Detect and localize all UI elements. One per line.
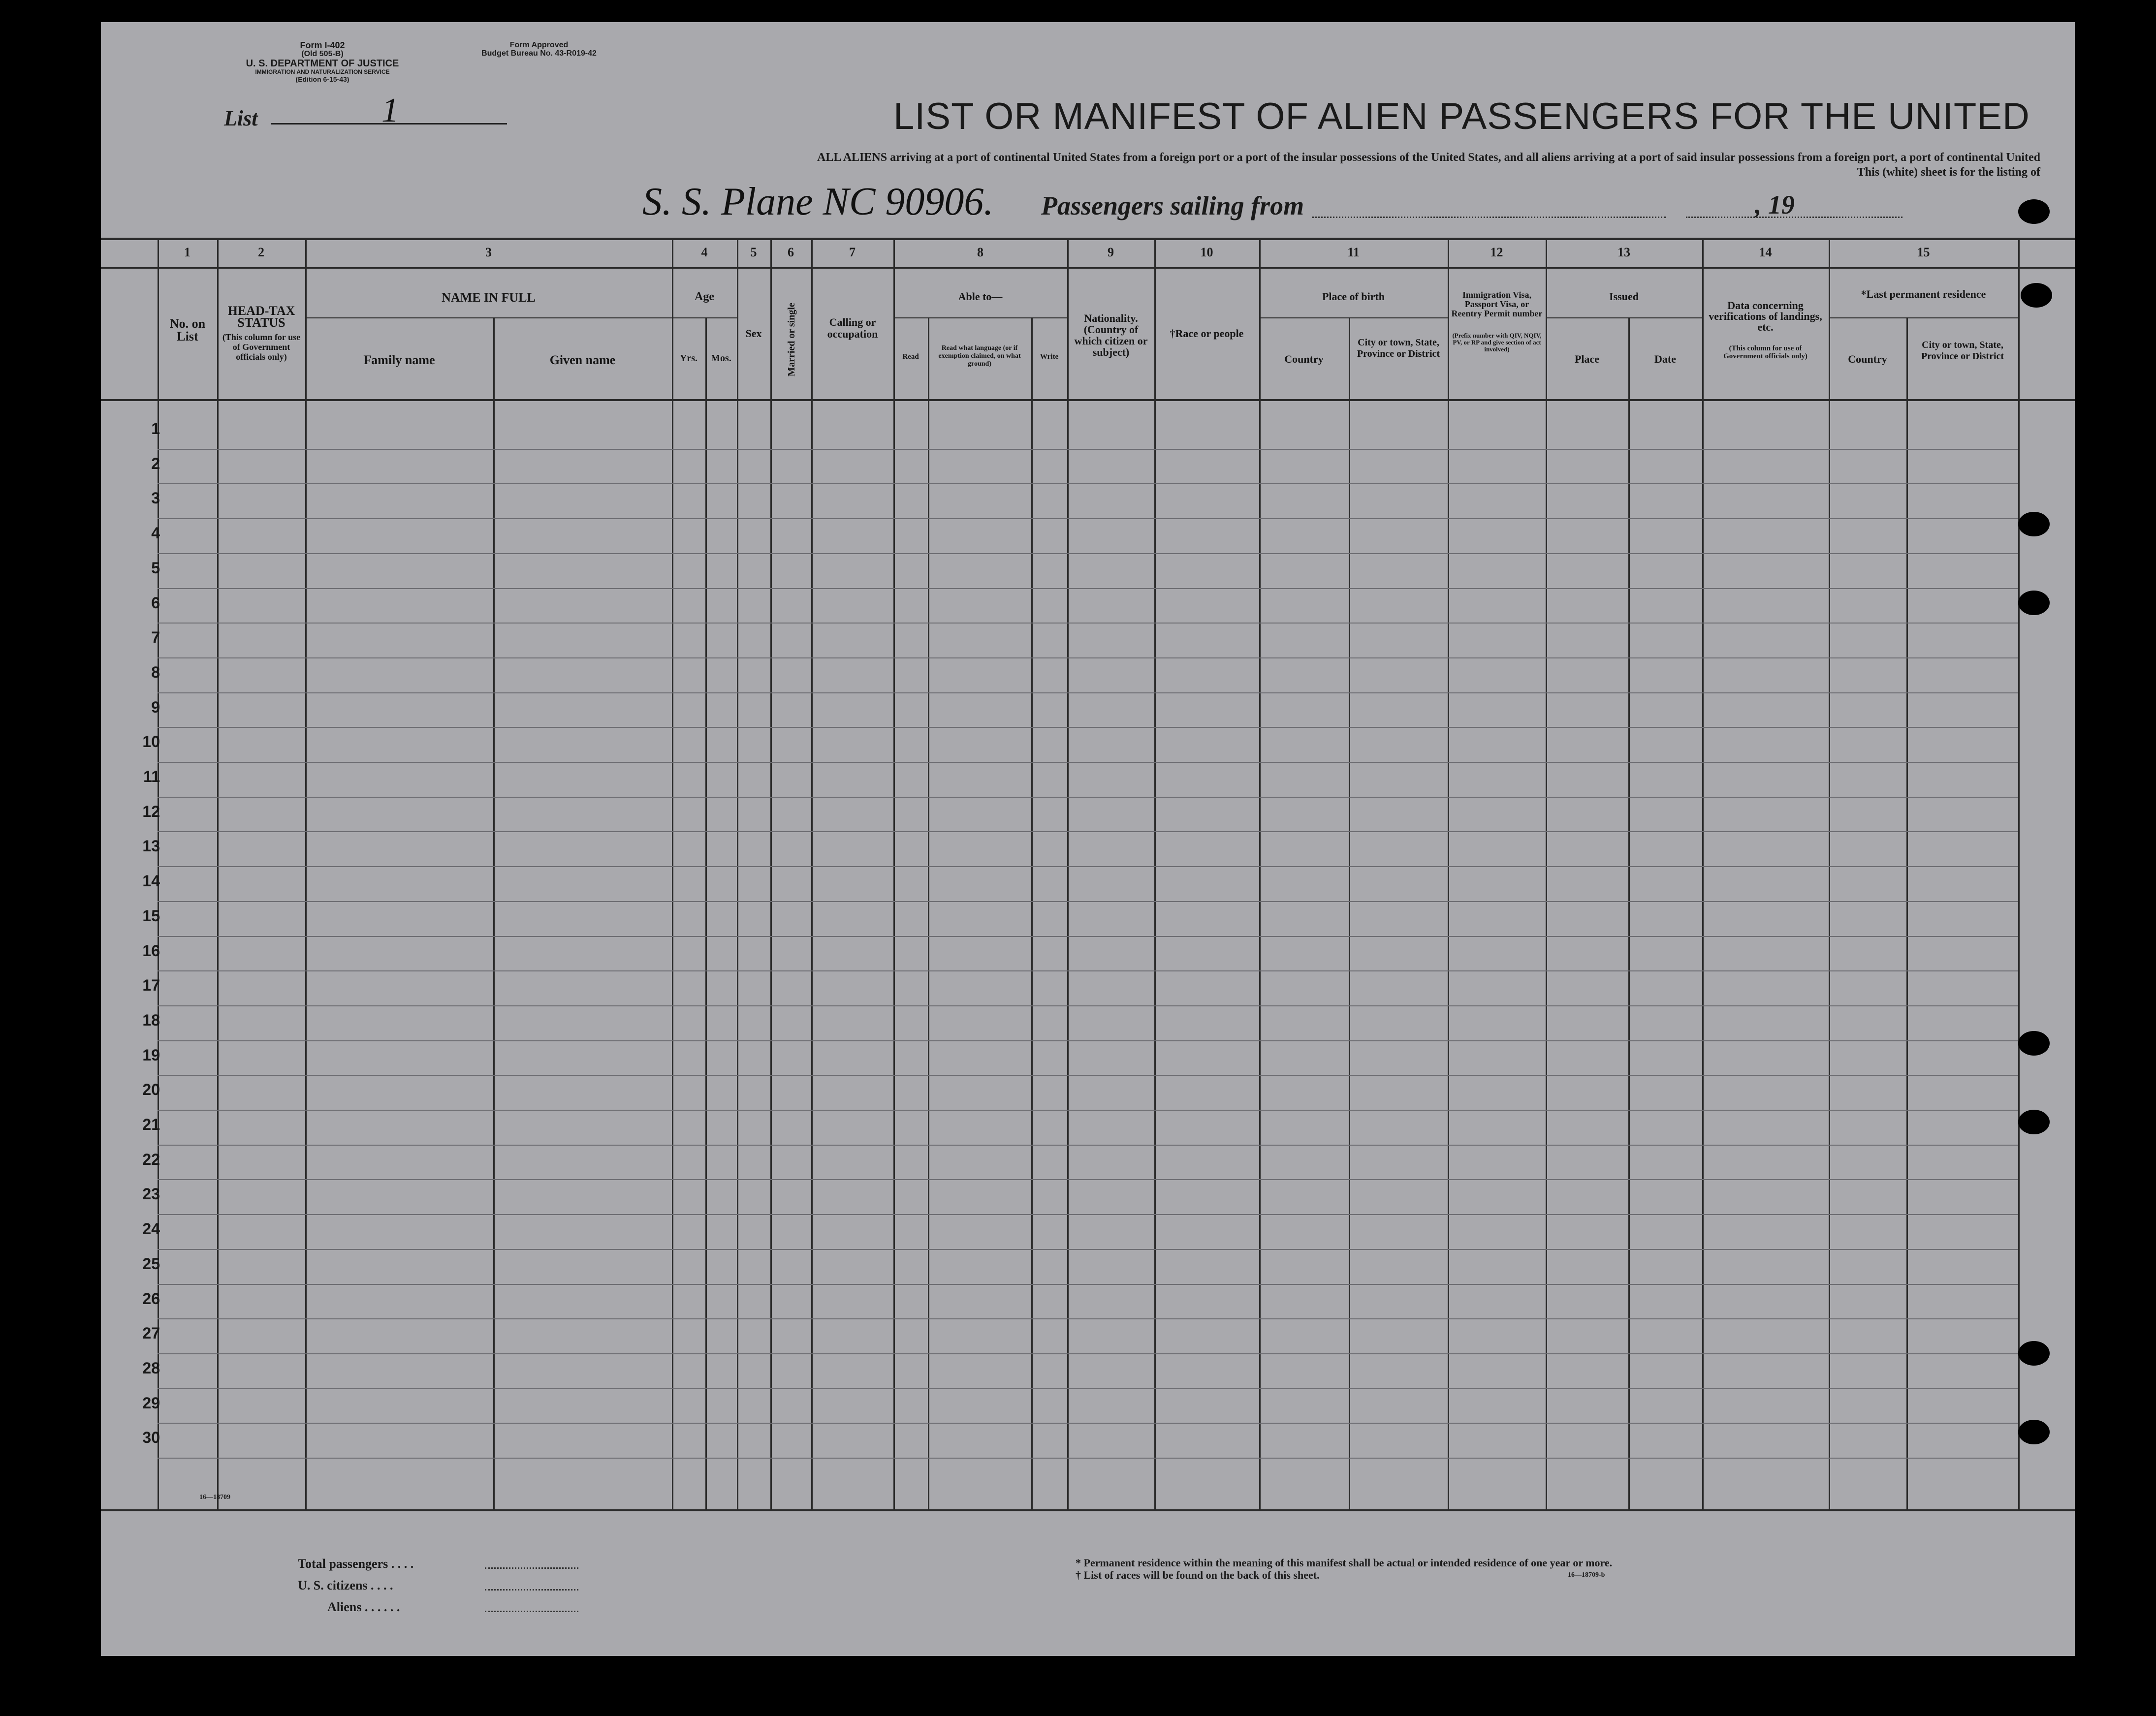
header-calling: Calling or occupation: [827, 316, 878, 340]
row-line: [158, 727, 2018, 728]
row-number: 30: [142, 1429, 160, 1447]
aliens-label: Aliens . . . . . .: [327, 1600, 400, 1614]
header-data-note: (This column for use of Government officials only): [1723, 344, 1807, 360]
col-num-5: 5: [750, 245, 757, 259]
us-citizens-line: [485, 1589, 578, 1591]
header-name-in-full: NAME IN FULL: [442, 290, 536, 305]
row-number: 2: [151, 454, 160, 472]
header-write: Write: [1040, 353, 1059, 361]
row-number: 14: [142, 872, 160, 890]
row-line: [158, 588, 2018, 589]
form-block: [219, 41, 426, 83]
col-num-11: 11: [1347, 245, 1360, 259]
row-number: 28: [142, 1359, 160, 1377]
row-line: [158, 1284, 2018, 1285]
row-line: [158, 553, 2018, 554]
row-number: 23: [142, 1185, 160, 1203]
row-line: [158, 831, 2018, 832]
row-line: [158, 936, 2018, 937]
col-num-1: 1: [184, 245, 190, 259]
row-number: 29: [142, 1394, 160, 1412]
row-number: 4: [151, 524, 160, 542]
punch-hole: [2018, 1420, 2050, 1444]
row-number: 15: [142, 906, 160, 925]
list-value: 1: [381, 92, 399, 129]
aliens-line: [485, 1611, 578, 1612]
old-number: (Old 505-B): [301, 50, 344, 58]
approval-line-2: Budget Bureau No. 43-R019-42: [481, 49, 597, 58]
col-num-4: 4: [701, 245, 708, 259]
header-res-city: City or town, State, Province or District: [1921, 340, 2004, 362]
row-number: 10: [142, 733, 160, 751]
col-num-10: 10: [1200, 245, 1213, 259]
row-number: 18: [142, 1011, 160, 1029]
table-bottom-border: [101, 1509, 2075, 1511]
header-mos: Mos.: [711, 353, 731, 364]
row-number: 11: [143, 768, 160, 785]
row-number: 22: [142, 1150, 160, 1168]
row-number: 27: [142, 1324, 160, 1342]
row-line: [158, 1458, 2018, 1459]
row-line: [158, 866, 2018, 867]
footnote-code: 16—18709-b: [1568, 1571, 1605, 1579]
header-date: Date: [1654, 353, 1676, 365]
row-number: 6: [151, 593, 160, 612]
header-head-tax: HEAD-TAX STATUS: [227, 304, 295, 330]
header-yrs: Yrs.: [679, 353, 698, 364]
manifest-sheet: [101, 22, 2075, 1656]
row-line: [158, 692, 2018, 693]
row-number: 12: [142, 802, 160, 820]
header-able-to: Able to—: [958, 290, 1003, 303]
header-issued: Issued: [1609, 290, 1639, 303]
col-num-6: 6: [788, 245, 794, 259]
list-label: List: [224, 106, 258, 130]
instructions-line-2: This (white) sheet is for the listing of: [1857, 166, 2040, 179]
vessel-name: S. S. Plane NC 90906.: [642, 180, 994, 223]
col-num-2: 2: [258, 245, 264, 259]
row-number: 26: [142, 1289, 160, 1308]
header-family-name: Family name: [363, 353, 435, 367]
punch-hole: [2018, 1110, 2050, 1134]
row-line: [158, 901, 2018, 902]
header-nationality: Nationality. (Country of which citizen or subject): [1074, 312, 1148, 358]
row-line: [158, 797, 2018, 798]
row-number: 1: [151, 420, 160, 437]
page-title: LIST OR MANIFEST OF ALIEN PASSENGERS FOR THE UNITED: [893, 95, 2030, 137]
row-line: [158, 483, 2018, 484]
row-number: 5: [151, 559, 160, 577]
sailing-from-line: [1312, 217, 1666, 218]
row-line: [158, 1353, 2018, 1354]
header-bottom-border: [101, 399, 2075, 401]
row-number: 21: [142, 1116, 160, 1133]
header-birth-country: Country: [1284, 353, 1324, 365]
header-data-concerning: Data concerning verifications of landings, etc.: [1709, 299, 1822, 333]
row-line: [158, 762, 2018, 763]
row-number: 7: [151, 628, 160, 647]
row-line: [158, 657, 2018, 658]
header-given-name: Given name: [549, 353, 616, 367]
total-passengers-line: [485, 1567, 578, 1569]
us-citizens-label: U. S. citizens . . . .: [298, 1578, 393, 1592]
row-number: 9: [151, 698, 160, 716]
row-number: 16: [142, 941, 160, 960]
row-number: 20: [142, 1081, 160, 1099]
row-line: [158, 449, 2018, 450]
header-last-residence: *Last permanent residence: [1861, 288, 1986, 300]
row-line: [158, 1249, 2018, 1250]
header-res-country: Country: [1848, 353, 1887, 365]
header-read-language: Read what language (or if exemption claimed, on what ground): [938, 344, 1021, 368]
punch-hole: [2018, 591, 2050, 615]
row-number: 3: [151, 489, 160, 507]
col-num-15: 15: [1917, 245, 1930, 259]
header-no-on-list: No. on List: [169, 316, 206, 343]
header-head-tax-note: (This column for use of Government officials only): [222, 332, 301, 362]
row-line: [158, 1214, 2018, 1215]
row-line: [158, 1145, 2018, 1146]
row-line: [158, 970, 2018, 971]
row-line: [158, 1110, 2018, 1111]
header-read: Read: [902, 353, 919, 361]
punch-hole: [2018, 1031, 2050, 1056]
header-married: Married or single: [786, 303, 797, 376]
row-line: [158, 1075, 2018, 1076]
row-number: 19: [142, 1046, 160, 1064]
row-line: [158, 1179, 2018, 1180]
row-line: [158, 623, 2018, 624]
row-number: 8: [151, 663, 160, 681]
form-number: Form I-402: [300, 40, 345, 50]
row-line: [158, 1318, 2018, 1319]
year-label: , 19: [1755, 190, 1795, 219]
footnote-permanent: * Permanent residence within the meaning of this manifest shall be actual or intended residence of one year or more.: [1076, 1557, 1613, 1569]
header-age: Age: [695, 290, 714, 303]
row-line: [158, 1423, 2018, 1424]
header-birth-city: City or town, State, Province or District: [1357, 337, 1440, 359]
footnote-races: † List of races will be found on the back of this sheet.: [1076, 1569, 1320, 1581]
print-code: 16—18709: [199, 1494, 230, 1501]
form-approval: [455, 41, 623, 58]
header-sex: Sex: [745, 327, 762, 340]
header-visa: Immigration Visa, Passport Visa, or Reentry Permit number: [1451, 290, 1543, 318]
header-visa-note: (Prefix number with QIV, NQIV, PV, or RP and give section of act involved): [1452, 332, 1542, 353]
instructions-line-1: ALL ALIENS arriving at a port of continental United States from a foreign port or a port of the insular possessions of the United States, and all aliens arriving at a port of said insular possessions from a foreign port, a port of continental United: [817, 151, 2040, 164]
punch-hole: [2018, 512, 2050, 536]
row-line: [158, 1005, 2018, 1006]
punch-hole: [2021, 283, 2052, 308]
col-num-13: 13: [1617, 245, 1630, 259]
row-number: 13: [142, 837, 160, 855]
colnum-divider: [101, 267, 2075, 269]
row-line: [158, 1388, 2018, 1389]
punch-hole: [2018, 1341, 2050, 1366]
col-num-9: 9: [1108, 245, 1114, 259]
total-passengers-label: Total passengers . . . .: [298, 1557, 414, 1571]
col-num-3: 3: [485, 245, 492, 259]
row-line: [158, 518, 2018, 519]
header-race: †Race or people: [1170, 327, 1244, 340]
header-place: Place: [1574, 353, 1600, 365]
col-num-8: 8: [977, 245, 983, 259]
row-number: 17: [142, 976, 160, 995]
row-number: 25: [142, 1254, 160, 1273]
row-line: [158, 1040, 2018, 1041]
col-num-12: 12: [1490, 245, 1503, 259]
approval-line-1: Form Approved: [509, 41, 569, 49]
punch-hole: [2018, 199, 2050, 224]
sailing-label: Passengers sailing from: [1041, 191, 1304, 220]
service: IMMIGRATION AND NATURALIZATION SERVICE: [255, 68, 390, 75]
header-place-of-birth: Place of birth: [1322, 290, 1385, 303]
col-num-7: 7: [849, 245, 856, 259]
col-num-14: 14: [1759, 245, 1772, 259]
edition: (Edition 6-15-43): [295, 75, 349, 83]
department: U. S. DEPARTMENT OF JUSTICE: [246, 58, 399, 69]
row-number: 24: [142, 1220, 160, 1238]
table-top-border: [101, 238, 2075, 240]
